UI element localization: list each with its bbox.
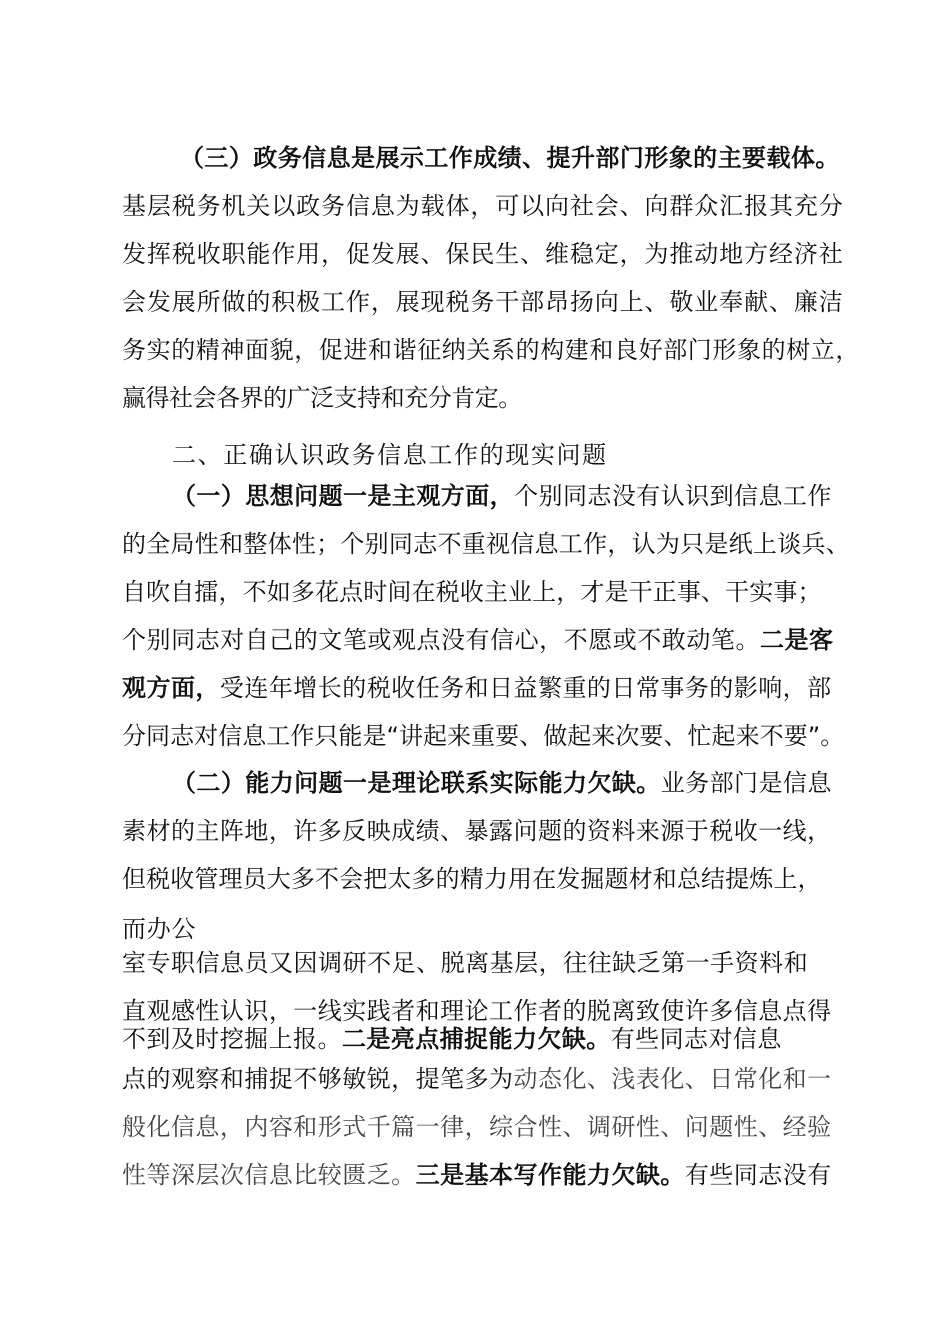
body-text: 点的观察和捕捉不够敏锐，提笔多为 [122,1065,514,1093]
text-line [122,947,808,979]
body-text: 业务部门是信息 [660,769,832,797]
text-line [122,720,844,752]
text-line [122,1111,832,1143]
bold-text: 三是基本写作能力欠缺。 [415,1161,685,1189]
bold-text: （三）政务信息是展示工作成绩、提升部门形象的主要载体。 [180,144,840,172]
body-text: 有些同志没有 [684,1161,832,1189]
body-text: 分同志对信息工作只能是“讲起来重要、做起来次要、忙起来不要”。 [122,722,845,750]
body-text: 室专职信息员又因调研不足、脱离基层，往往缺乏第一手资料和 [122,949,809,977]
body-text: 直观感性认识，一线实践者和理论工作者的脱离致使许多信息点得 [122,997,832,1025]
body-text: 素材的主阵地，许多反映成绩、暴露问题的资料来源于税收一线， [122,817,832,845]
text-line [122,624,834,656]
bold-text: 二是客 [759,626,834,654]
bold-text: （二）能力问题一是理论联系实际能力欠缺。 [172,769,661,797]
text-line [172,439,608,471]
body-text: 发挥税收职能作用，促发展、保民生、维稳定，为推动地方经济社 [122,240,844,268]
body-text: 而办公 [122,915,197,943]
bold-text: 观方面， [122,674,220,702]
text-line [122,1159,832,1191]
body-text: 的全局性和整体性；个别同志不重视信息工作，认为只是纸上谈兵、 [122,530,850,558]
text-line [122,672,832,704]
text-line [122,576,822,608]
text-line [122,528,850,560]
body-text: 但税收管理员大多不会把太多的精力用在发掘题材和总结提炼上， [122,865,822,893]
bold-text: （一）思想问题一是主观方面， [172,482,515,510]
body-text: 二、正确认识政务信息工作的现实问题 [172,441,608,469]
body-text: 性等深层次信息比较匮乏。 [122,1161,416,1189]
text-line [122,913,196,945]
body-text: 自吹自擂，不如多花点时间在税收主业上，才是干正事、干实事； [122,578,822,606]
body-text: 有些同志对信息 [610,1025,782,1053]
body-text: 综合性、调研性、问题性、经验 [489,1113,832,1141]
body-text: 务实的精神面貌，促进和谐征纳关系的构建和良好部门形象的树立， [122,336,860,364]
body-text: 基层税务机关以政务信息为载体，可以向社会、向群众汇报其充分 [122,192,844,220]
body-text: 不到及时挖掘上报。 [122,1025,342,1053]
text-line [172,480,832,512]
body-text: 般化信息，内容和形式千篇一律， [122,1113,490,1141]
body-text: 个别同志对自己的文笔或观点没有信心，不愿或不敢动笔。 [122,626,760,654]
text-line [122,1063,832,1095]
body-text: 个别同志没有认识到信息工作 [514,482,832,510]
body-text: 赢得社会各界的广泛支持和充分肯定。 [122,384,522,412]
text-line [180,142,840,174]
text-line [122,1023,782,1055]
body-text: 会发展所做的积极工作，展现税务干部昂扬向上、敬业奉献、廉洁 [122,288,844,316]
text-line [172,767,832,799]
bold-text: 二是亮点捕捉能力欠缺。 [341,1025,611,1053]
text-line [122,286,844,318]
text-line [122,382,522,414]
text-line [122,863,822,895]
text-line [122,334,860,366]
body-text: 动态化、浅表化、日常化和一 [513,1065,832,1093]
body-text: 受连年增长的税收任务和日益繁重的日常事务的影响，部 [219,674,832,702]
text-line [122,815,832,847]
text-line [122,238,844,270]
text-line [122,190,844,222]
